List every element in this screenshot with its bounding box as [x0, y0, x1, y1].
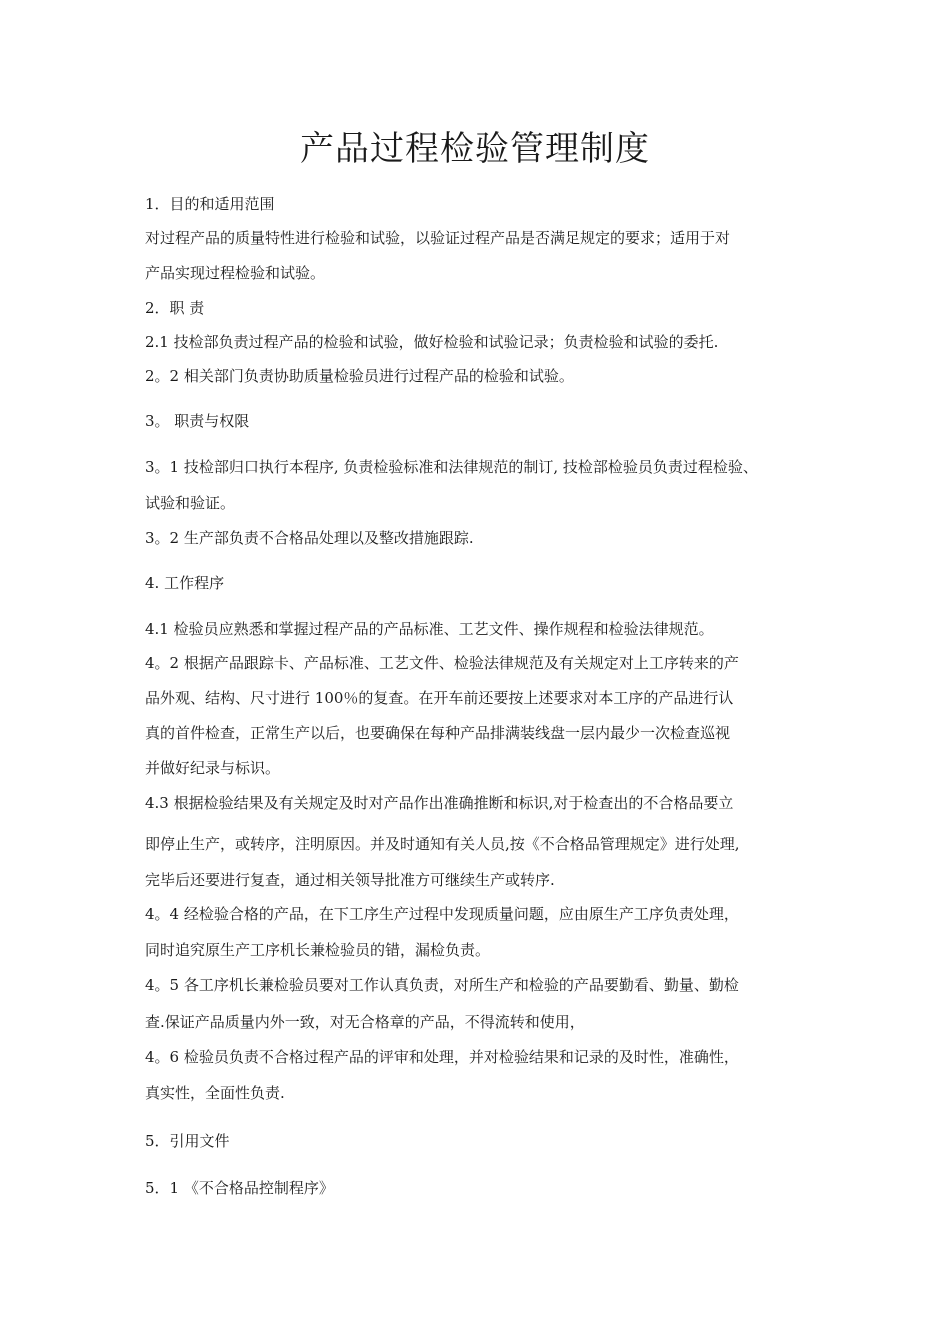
section-1-heading: 1．目的和适用范围 [145, 195, 275, 213]
section-4-4-text-line-2: 同时追究原生产工序机长兼检验员的错，漏检负责。 [145, 941, 491, 959]
section-4-5-text-line-1: 4。5 各工序机长兼检验员要对工作认真负责，对所生产和检验的产品要勤看、勤量、勤检 [145, 976, 739, 994]
section-4-2-text-line-1: 4。2 根据产品跟踪卡、产品标准、工艺文件、检验法律规范及有关规定对上工序转来的产 [145, 654, 739, 672]
section-4-heading: 4. 工作程序 [145, 574, 225, 592]
section-3-1-text-line-1: 3。1 技检部归口执行本程序, 负责检验标准和法律规范的制订, 技检部检验员负责过程检验、 [145, 458, 758, 476]
document-title: 产品过程检验管理制度 [300, 129, 650, 169]
section-5-heading: 5．引用文件 [145, 1132, 230, 1150]
section-5-1-text: 5．1 《不合格品控制程序》 [145, 1179, 334, 1197]
section-4-4-text-line-1: 4。4 经检验合格的产品，在下工序生产过程中发现质量问题，应由原生产工序负责处理， [145, 905, 739, 923]
section-2-1-text: 2.1 技检部负责过程产品的检验和试验，做好检验和试验记录；负责检验和试验的委托. [145, 333, 719, 351]
section-4-2-text-line-4: 并做好纪录与标识。 [145, 759, 281, 777]
section-1-text-line-2: 产品实现过程检验和试验。 [145, 264, 326, 282]
section-3-1-text-line-2: 试验和验证。 [145, 494, 236, 512]
section-2-heading: 2．职 责 [145, 299, 205, 317]
section-4-6-text-line-1: 4。6 检验员负责不合格过程产品的评审和处理，并对检验结果和记录的及时性，准确性， [145, 1048, 739, 1066]
section-4-6-text-line-2: 真实性，全面性负责. [145, 1084, 285, 1102]
section-4-2-text-line-2: 品外观、结构、尺寸进行 100％的复查。在开车前还要按上述要求对本工序的产品进行认 [145, 689, 734, 707]
section-4-5-text-line-2: 查.保证产品质量内外一致，对无合格章的产品，不得流转和使用， [145, 1013, 585, 1031]
section-4-3-text-line-3: 完毕后还要进行复查，通过相关领导批准方可继续生产或转序. [145, 871, 555, 889]
section-3-heading: 3。 职责与权限 [145, 412, 250, 430]
section-4-1-text: 4.1 检验员应熟悉和掌握过程产品的产品标准、工艺文件、操作规程和检验法律规范。 [145, 620, 714, 638]
section-3-2-text: 3。2 生产部负责不合格品处理以及整改措施跟踪. [145, 529, 474, 547]
section-1-text-line-1: 对过程产品的质量特性进行检验和试验，以验证过程产品是否满足规定的要求；适用于对 [145, 229, 731, 247]
section-4-2-text-line-3: 真的首件检查，正常生产以后，也要确保在每种产品排满装线盘一层内最少一次检查巡视 [145, 724, 731, 742]
section-4-3-text-line-2: 即停止生产，或转序，注明原因。并及时通知有关人员,按《不合格品管理规定》进行处理, [145, 835, 740, 853]
section-4-3-text-line-1: 4.3 根据检验结果及有关规定及时对产品作出准确推断和标识,对于检查出的不合格品要立 [145, 794, 734, 812]
section-2-2-text: 2。2 相关部门负责协助质量检验员进行过程产品的检验和试验。 [145, 367, 574, 385]
